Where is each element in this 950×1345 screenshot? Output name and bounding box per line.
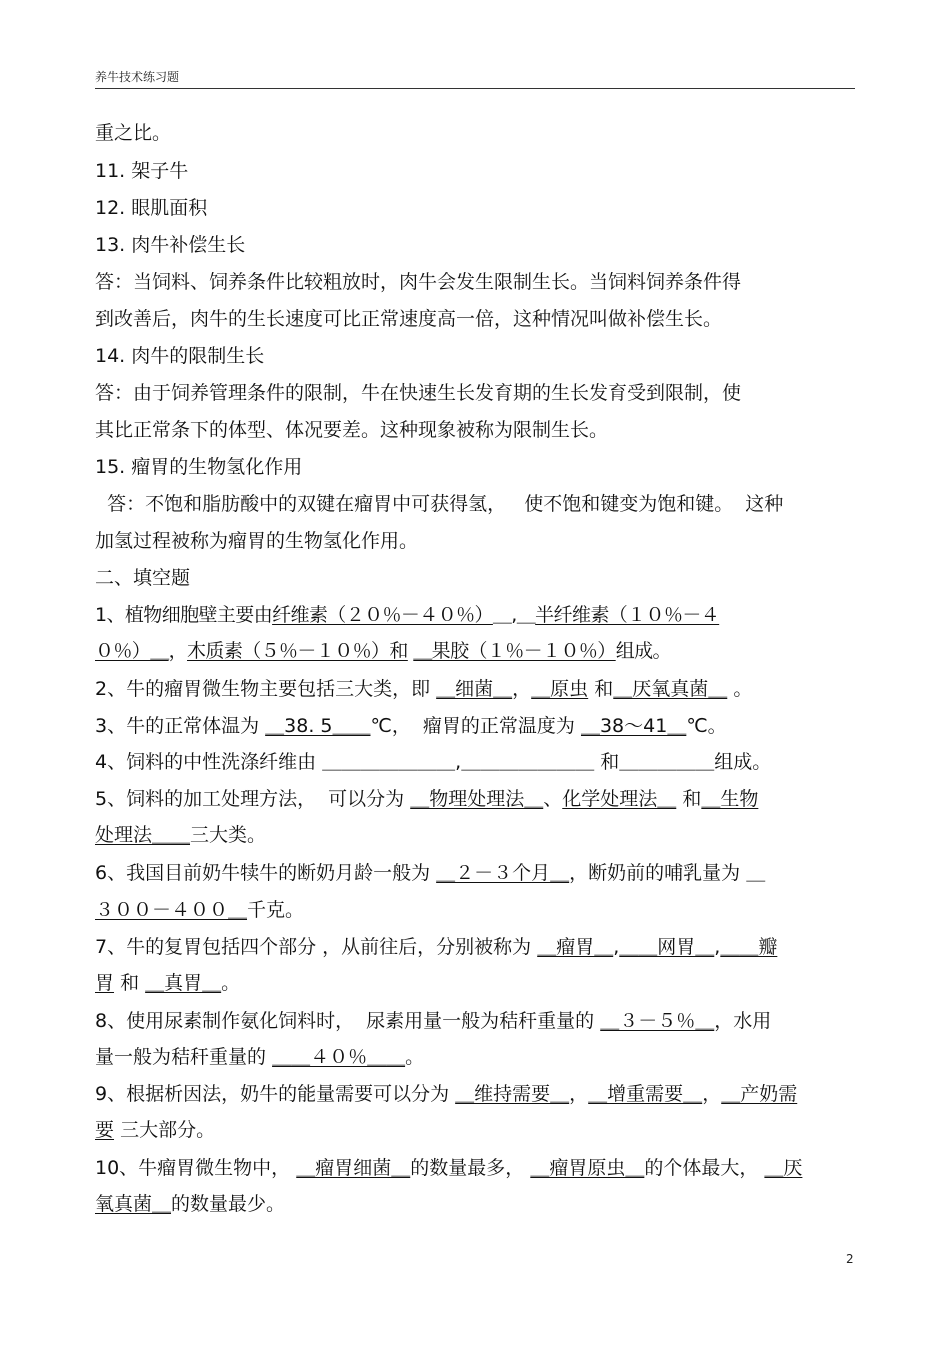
section-heading: 二、填空题 <box>95 567 191 589</box>
term-heading: 12. 眼肌面积 <box>95 197 208 219</box>
text-line: 重之比。 <box>95 122 172 144</box>
question-6: 6、我国目前奶牛犊牛的断奶月龄一般为 ＿２－３个月＿，断奶前的哺乳量为 ＿ <box>95 862 766 884</box>
answer-blank: ＿＿瓣 <box>720 936 778 958</box>
answer-line: 答：不饱和脂肪酸中的双键在瘤胃中可获得氢， 使不饱和键变为饱和键。 这种 <box>95 493 784 515</box>
answer-line: 其比正常条下的体型、体况要差。这种现象被称为限制生长。 <box>95 419 609 441</box>
answer-blank: ＿细菌＿ <box>436 678 513 700</box>
answer-blank: ＿瘤胃＿ <box>537 936 614 958</box>
answer-blank: ０％）＿ <box>95 640 169 662</box>
answer-blank: ＿＿＿＿＿＿＿ <box>461 751 595 773</box>
question-2: 2、牛的瘤胃微生物主要包括三大类，即 ＿细菌＿，＿原虫 和＿厌氧真菌＿ 。 <box>95 678 753 700</box>
answer-blank: ＿３－５％＿ <box>600 1010 715 1032</box>
question-9-cont: 要 三大部分。 <box>95 1119 216 1141</box>
question-8: 8、使用尿素制作氨化饲料时， 尿素用量一般为秸秆重量的 ＿３－５％＿，水用 <box>95 1010 772 1032</box>
question-5: 5、饲料的加工处理方法， 可以分为 ＿物理处理法＿、化学处理法＿ 和＿生物 <box>95 788 759 810</box>
answer-blank: ＿物理处理法＿ <box>410 788 544 810</box>
answer-blank: ＿生物 <box>701 788 759 810</box>
term-heading: 13. 肉牛补偿生长 <box>95 234 246 256</box>
answer-blank: ＿真胃＿ <box>145 972 222 994</box>
answer-blank: ＿２－３个月＿ <box>436 862 570 884</box>
answer-blank: 处理法＿＿ <box>95 824 191 846</box>
answer-blank: ＿瘤胃原虫＿ <box>530 1157 645 1179</box>
question-1: 1、植物细胞壁主要由纤维素（２０％－４０％）＿,＿半纤维素（１０％－４ <box>95 604 720 626</box>
answer-blank: ＿38～41＿ <box>580 715 687 737</box>
term-heading: 14. 肉牛的限制生长 <box>95 345 265 367</box>
answer-blank: ３００－４００＿ <box>95 899 248 921</box>
answer-blank: ＿原虫 <box>531 678 589 700</box>
header-title: 养牛技术练习题 <box>95 70 180 84</box>
answer-blank: ＿瘤胃细菌＿ <box>296 1157 411 1179</box>
answer-line: 答：由于饲养管理条件的限制，牛在快速生长发育期的生长发育受到限制，使 <box>95 382 742 404</box>
answer-line: 到改善后，肉牛的生长速度可比正常速度高一倍，这种情况叫做补偿生长。 <box>95 308 723 330</box>
answer-blank: ＿维持需要＿ <box>455 1083 570 1105</box>
answer-blank: ＿厌 <box>764 1157 803 1179</box>
question-8-cont: 量一般为秸秆重量的 ＿＿４０％＿＿。 <box>95 1046 425 1068</box>
answer-blank: 要 <box>95 1119 115 1141</box>
answer-blank: 木质素（５％－１０％）和 <box>187 640 408 662</box>
answer-blank: ＿＿＿＿＿＿＿ <box>322 751 456 773</box>
question-10: 10、牛瘤胃微生物中， ＿瘤胃细菌＿的数量最多， ＿瘤胃原虫＿的个体最大， ＿厌 <box>95 1157 803 1179</box>
question-10-cont: 氧真菌＿的数量最少。 <box>95 1193 286 1215</box>
question-7: 7、牛的复胃包括四个部分 ，从前往后，分别被称为 ＿瘤胃＿,＿＿网胃＿,＿＿瓣 <box>95 936 778 958</box>
term-heading: 15. 瘤胃的生物氢化作用 <box>95 456 303 478</box>
question-4: 4、饲料的中性洗涤纤维由 ＿＿＿＿＿＿＿,＿＿＿＿＿＿＿ 和＿＿＿＿＿组成。 <box>95 751 772 773</box>
question-6-cont: ３００－４００＿千克。 <box>95 899 305 921</box>
question-3: 3、牛的正常体温为 ＿38. 5＿＿℃， 瘤胃的正常温度为 ＿38～41＿℃。 <box>95 715 727 737</box>
answer-blank: ＿38. 5＿＿ <box>265 715 371 737</box>
answer-line: 加氢过程被称为瘤胃的生物氢化作用。 <box>95 530 419 552</box>
question-7-cont: 胃 和 ＿真胃＿。 <box>95 972 241 994</box>
answer-blank: ＿＿４０％＿＿ <box>272 1046 406 1068</box>
answer-blank: 化学处理法＿ <box>562 788 677 810</box>
answer-blank: ＿增重需要＿ <box>588 1083 703 1105</box>
term-heading: 11. 架子牛 <box>95 160 189 182</box>
question-9: 9、根据析因法，奶牛的能量需要可以分为 ＿维持需要＿，＿增重需要＿，＿产奶需 <box>95 1083 798 1105</box>
answer-blank: 半纤维素（１０％－４ <box>535 604 720 626</box>
answer-line: 答：当饲料、饲养条件比较粗放时，肉牛会发生限制生长。当饲料饲养条件得 <box>95 271 742 293</box>
question-1-cont: ０％）＿，木质素（５％－１０％）和 ＿果胶（１％－１０％）组成。 <box>95 640 671 662</box>
answer-blank: ＿厌氧真菌＿ <box>613 678 728 700</box>
answer-blank: ＿产奶需 <box>721 1083 798 1105</box>
answer-blank: ＿＿网胃＿ <box>619 936 715 958</box>
page-number: 2 <box>846 1252 854 1266</box>
answer-blank: 胃 <box>95 972 115 994</box>
answer-blank: 氧真菌＿ <box>95 1193 172 1215</box>
answer-blank: ＿果胶（１％－１０％） <box>413 640 616 662</box>
answer-blank: ＿＿＿＿＿ <box>619 751 715 773</box>
question-5-cont: 处理法＿＿三大类。 <box>95 824 267 846</box>
answer-blank: 纤维素（２０％－４０％） <box>272 604 493 626</box>
page-header <box>95 66 855 89</box>
